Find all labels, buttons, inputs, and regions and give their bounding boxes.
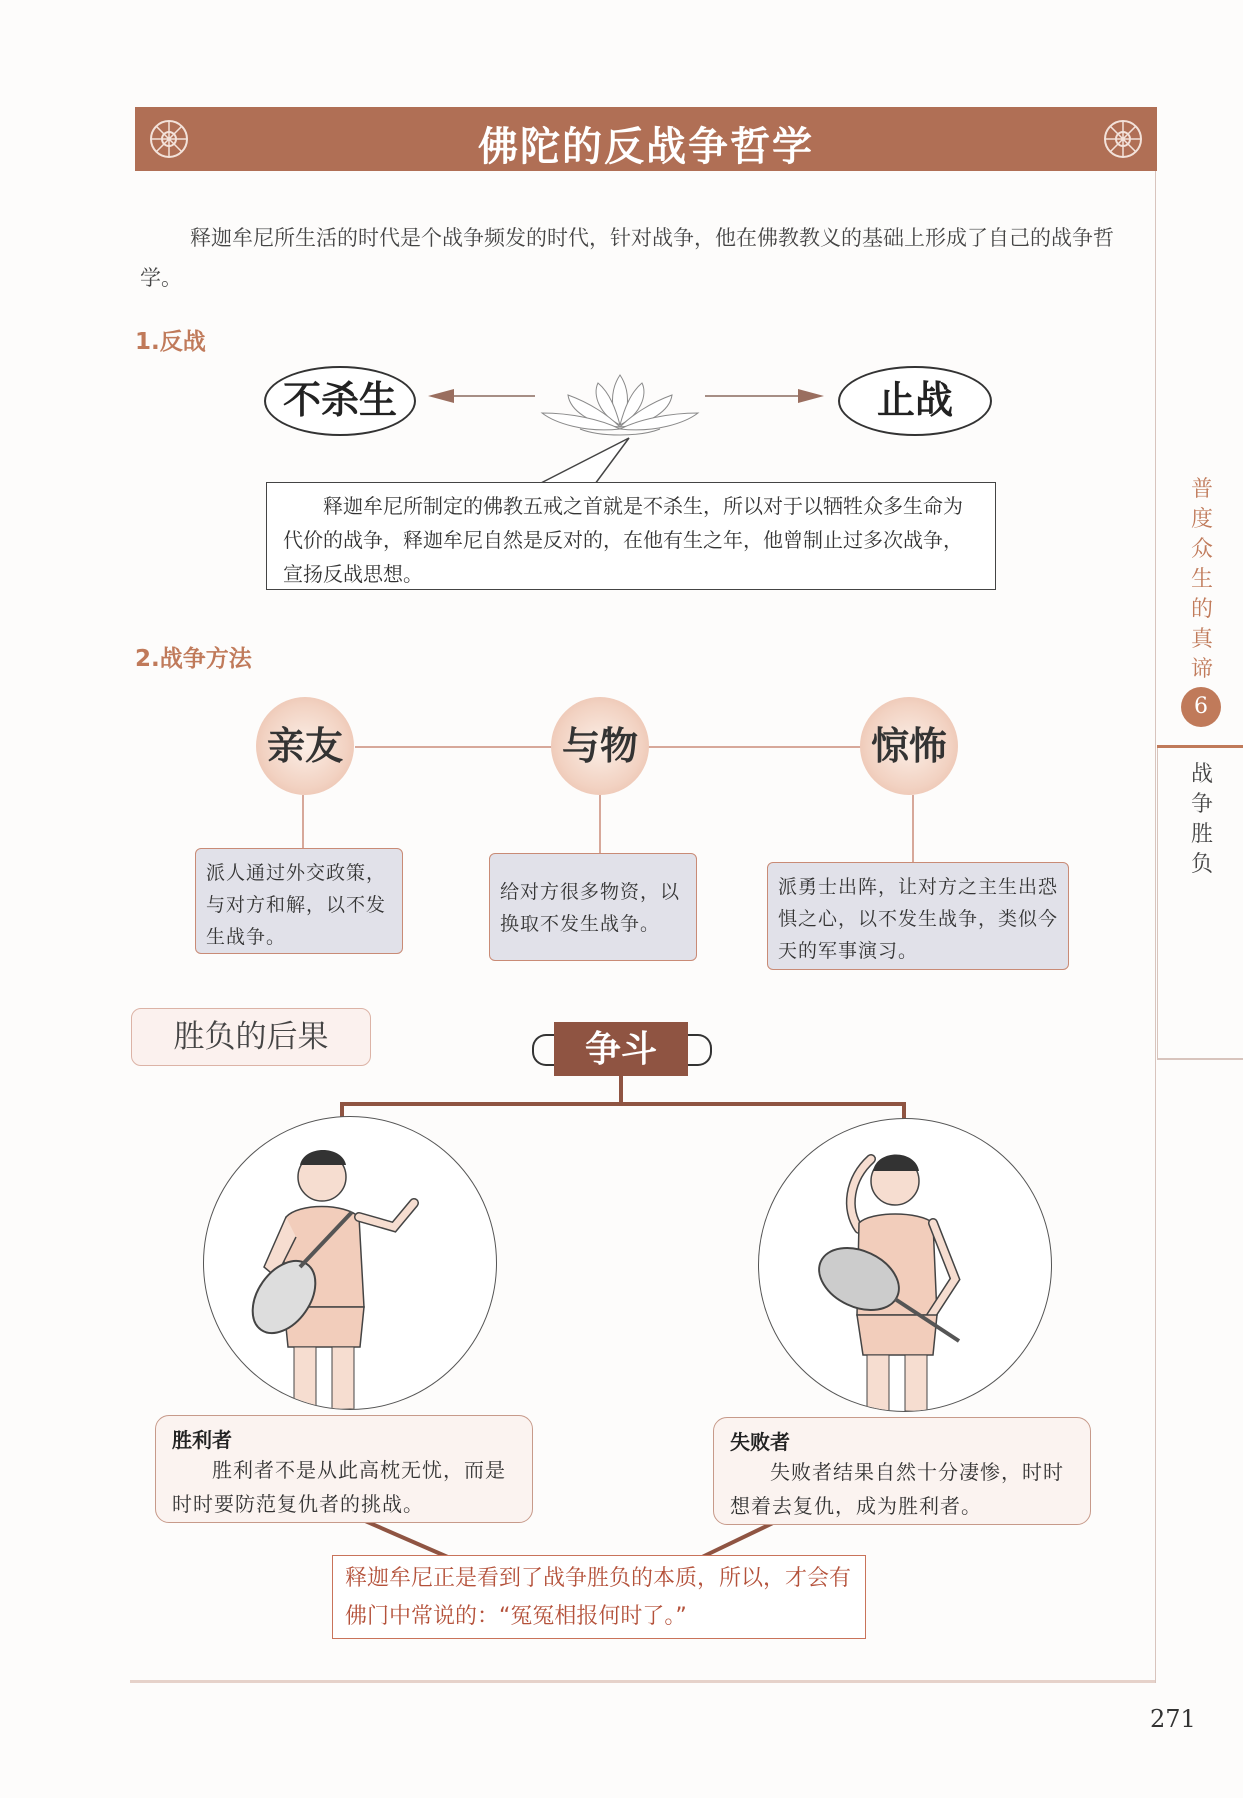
- arrow-right-head: [798, 389, 824, 403]
- winner-title: 胜利者: [172, 1428, 232, 1452]
- winner-box: [155, 1415, 533, 1523]
- winner-text: 胜利者不是从此高枕无忧，而是时时要防范复仇者的挑战。: [172, 1458, 506, 1516]
- dharma-wheel-ornament-icon: [1099, 115, 1147, 163]
- loser-text: 失败者结果自然十分凄惨，时时想着去复仇，成为胜利者。: [730, 1460, 1064, 1518]
- page-number: 271: [1150, 1705, 1196, 1733]
- section-heading-war-methods: 2.战争方法: [135, 646, 252, 672]
- lotus-icon: [542, 375, 698, 435]
- method-connector: [302, 795, 304, 849]
- page-frame-right: [1155, 171, 1156, 1683]
- method-connector: [599, 795, 601, 853]
- method-connector: [912, 795, 914, 863]
- lotus-arrows-diagram: [420, 355, 830, 445]
- loser-figure-icon: [759, 1119, 1051, 1411]
- oval-no-killing: 不杀生: [264, 366, 416, 436]
- loser-illustration: [758, 1118, 1052, 1412]
- side-tab-bar: [1157, 745, 1243, 748]
- loser-box: [713, 1417, 1091, 1525]
- anti-war-quote-text: 释迦牟尼所制定的佛教五戒之首就是不杀生，所以对于以牺牲众多生命为代价的战争，释迦牟尼自然是反对的，在他有生之年，他曾制止过多次战争，宣扬反战思想。: [283, 494, 963, 586]
- chapter-number-badge: 6: [1181, 687, 1221, 727]
- section-tag-consequences: 胜负的后果: [131, 1008, 371, 1066]
- method-circle-intimidation: 惊怖: [860, 697, 958, 795]
- method-box-intimidation: 派勇士出阵，让对方之主生出恐惧之心，以不发生战争，类似今天的军事演习。: [767, 862, 1069, 970]
- loser-title: 失败者: [730, 1430, 790, 1454]
- method-circle-gifts: 与物: [551, 697, 649, 795]
- page-title: 佛陀的反战争哲学: [478, 124, 814, 170]
- callout-pointer: [535, 436, 645, 486]
- title-banner: [135, 107, 1157, 171]
- page-frame-bottom: [130, 1680, 1155, 1683]
- side-tab-divider: [1157, 745, 1158, 1060]
- winner-illustration: [203, 1116, 497, 1410]
- section-title-vertical: 战争胜负: [1190, 762, 1213, 877]
- intro-paragraph: 释迦牟尼所生活的时代是个战争频发的时代，针对战争，他在佛教教义的基础上形成了自己的战争哲学。: [140, 226, 1114, 290]
- bracket-right: [688, 1034, 712, 1066]
- fight-label-box: 争斗: [554, 1022, 688, 1076]
- chapter-title-vertical: 普度众生的真谛: [1190, 477, 1213, 682]
- method-box-friends: 派人通过外交政策，与对方和解，以不发生战争。: [195, 848, 403, 954]
- bracket-left: [532, 1034, 556, 1066]
- anti-war-quote-box: [266, 482, 996, 590]
- section-heading-anti-war: 1.反战: [135, 329, 206, 355]
- oval-stop-war: 止战: [838, 366, 992, 436]
- method-box-gifts: 给对方很多物资，以换取不发生战争。: [489, 853, 697, 961]
- tree-trunk-line: [619, 1076, 623, 1104]
- side-tab-bottom-line: [1157, 1058, 1243, 1060]
- method-circle-friends: 亲友: [256, 697, 354, 795]
- conclusion-box: 释迦牟尼正是看到了战争胜负的本质，所以，才会有佛门中常说的：“冤冤相报何时了。”: [332, 1555, 866, 1639]
- arrow-left-head: [428, 389, 454, 403]
- tree-branch-line: [340, 1102, 906, 1106]
- winner-figure-icon: [204, 1117, 496, 1409]
